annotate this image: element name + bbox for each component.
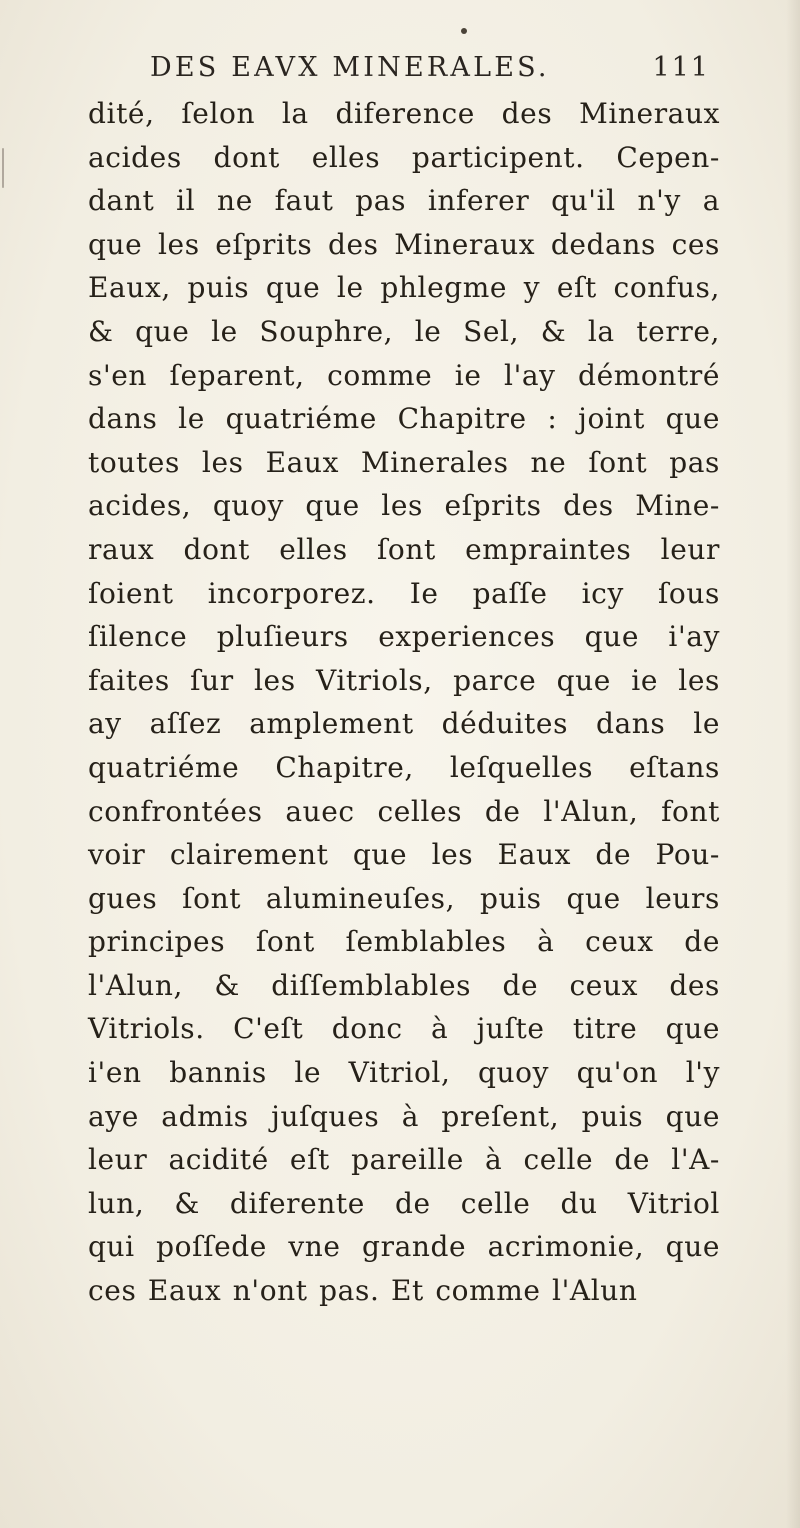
text-line: acides dont elles participent. Cepen- [88,140,720,174]
text-line: faites ſur les Vitriols, parce que ie les [88,663,720,697]
text-line: quatriéme Chapitre, leſquelles eſtans [88,750,720,784]
text-line: leur acidité eſt pareille à celle de l'A- [88,1143,720,1177]
text-line: ſilence pluſieurs experiences que i'ay [88,620,720,654]
text-line: Eaux, puis que le phlegme y eſt confus, [88,271,720,305]
text-line: ay aſſez amplement déduites dans le [88,707,720,741]
text-line: ces Eaux n'ont pas. Et comme l'Alun [88,1274,638,1308]
text-line: qui poſſede vne grande acrimonie, que [88,1230,720,1264]
page-header [150,52,710,92]
text-line: i'en bannis le Vitriol, quoy qu'on l'y [88,1056,720,1090]
text-line: aye admis juſques à preſent, puis que [88,1099,720,1133]
text-line: toutes les Eaux Minerales ne ſont pas [88,445,720,479]
text-line: confrontées auec celles de l'Alun, font [88,794,720,828]
page-edge-shadow [786,0,800,1528]
page-number: 111 [652,52,710,83]
text-line: ſoient incorporez. Ie paſſe icy ſous [88,576,720,610]
margin-mark [2,148,4,188]
text-line: principes ſont ſemblables à ceux de [88,925,720,959]
body-text [88,92,720,1313]
text-line: acides, quoy que les eſprits des Mine- [88,489,720,523]
text-line: s'en ſeparent, comme ie l'ay démontré [88,358,720,392]
text-line: & que le Souphre, le Sel, & la terre, [88,314,720,348]
text-line: raux dont elles ſont empraintes leur [88,532,720,566]
text-line: Vitriols. C'eſt donc à juſte titre que [88,1012,720,1046]
text-line: dant il ne faut pas inferer qu'il n'y a [88,184,720,218]
ink-dot [461,28,467,34]
running-title: DES EAVX MINERALES. [150,52,550,83]
text-line: voir clairement que les Eaux de Pou- [88,838,720,872]
text-line: gues ſont alumineuſes, puis que leurs [88,881,720,915]
text-line: dité, ſelon la diference des Mineraux [88,97,720,130]
text-line: lun, & diferente de celle du Vitriol [88,1186,720,1220]
text-line: que les eſprits des Mineraux dedans ces [88,227,720,261]
text-line: l'Alun, & diſſemblables de ceux des [88,968,720,1002]
text-line: dans le quatriéme Chapitre : joint que [88,402,720,436]
